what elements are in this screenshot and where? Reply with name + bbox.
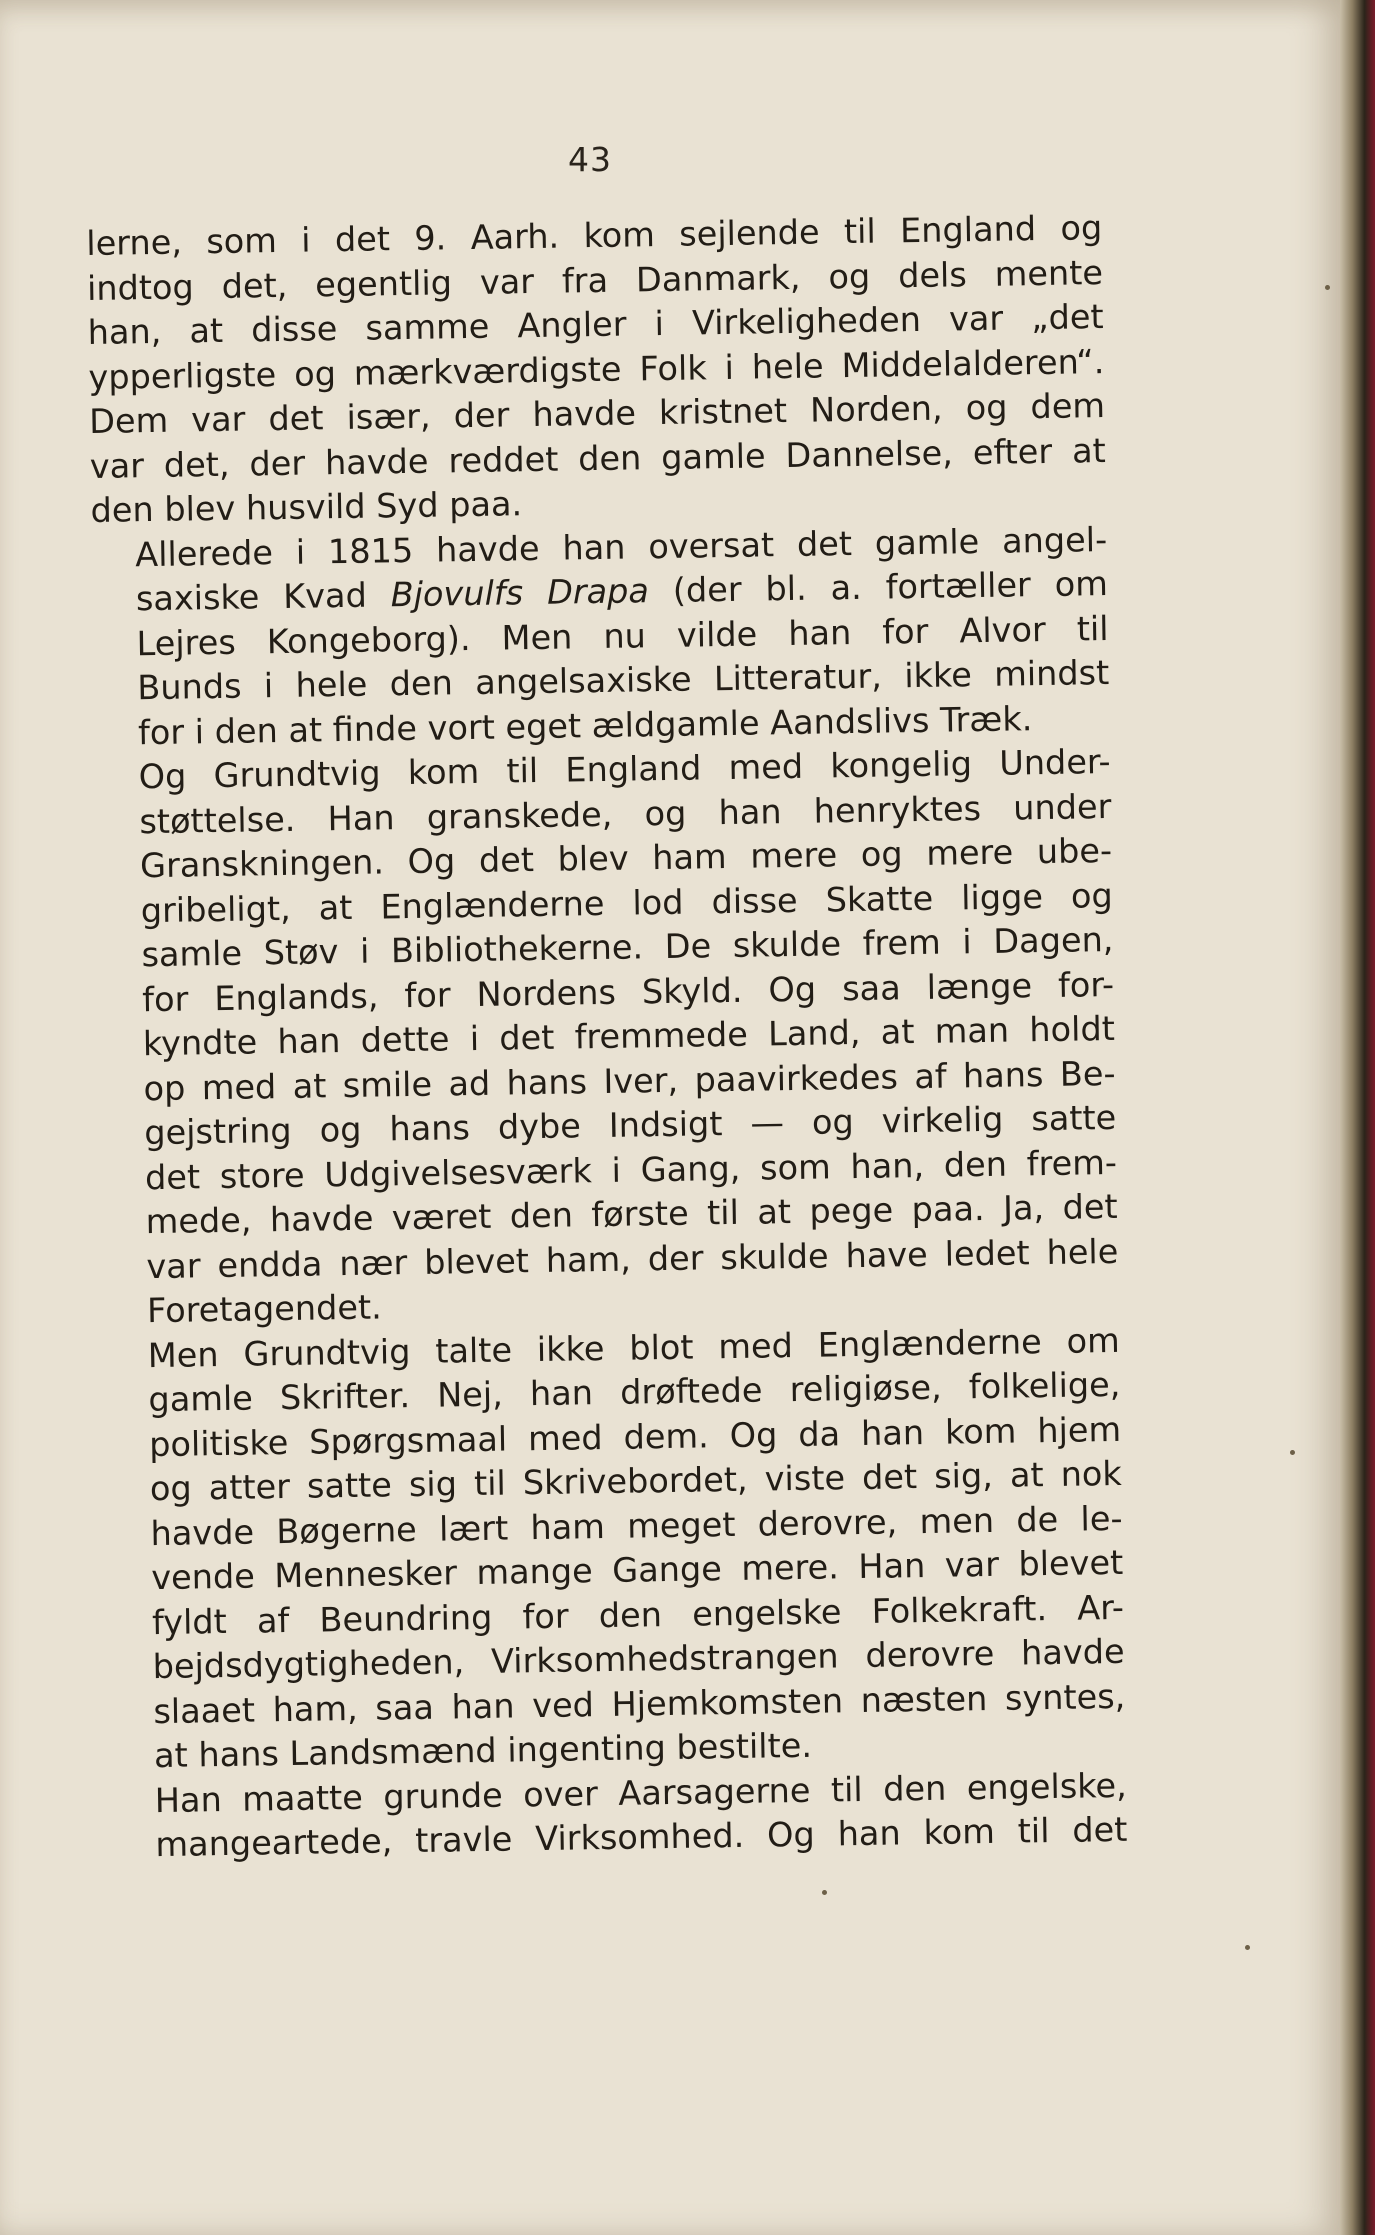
poem-title: Bjovulfs Drapa (390, 571, 650, 615)
paper-speck (1245, 1945, 1250, 1950)
text-line: var det, der havde reddet den gamle Dannelse, efter at (89, 430, 1107, 486)
text-segment: saxiske Kvad (135, 575, 392, 619)
text-line: mede, havde været den første til at pege paa. Ja, det (145, 1186, 1118, 1242)
text-line: for i den at finde vort eget ældgamle Aandslivs Træk. (137, 698, 1033, 752)
paragraph-1 (86, 206, 1107, 533)
text-line: havde Bøgerne lært ham meget derovre, men de le- (150, 1498, 1123, 1553)
text-line: lerne, som i det 9. Aarh. kom sejlende til England og (86, 208, 1103, 263)
text-line: op med at smile ad hans Iver, paavirkedes af hans Be- (143, 1053, 1116, 1108)
paragraph-3 (94, 740, 1119, 1334)
paragraph-5 (110, 1763, 1127, 1868)
paper-speck (1290, 1450, 1295, 1455)
text-line: slaaet ham, saa han ved Hjemkomsten næsten syntes, (153, 1676, 1126, 1731)
text-segment: (der bl. a. fortæller om (648, 563, 1109, 611)
text-line: det store Udgivelsesværk i Gang, som han, den frem- (144, 1142, 1118, 1197)
paper-speck (822, 1890, 827, 1895)
page-number: 43 (568, 140, 612, 179)
text-line: Men Grundtvig talte ikke blot med Englænderne om (147, 1320, 1120, 1375)
text-line: at hans Landsmænd ingenting bestilte. (153, 1725, 813, 1776)
text-line: fyldt af Beundring for den engelske Folkekraft. Ar- (151, 1587, 1125, 1642)
text-line: støttelse. Han granskede, og han henryktes under (139, 786, 1112, 841)
text-line: vende Mennesker mange Gange mere. Han var blevet (150, 1542, 1124, 1598)
body-text (86, 206, 1128, 1868)
text-line: indtog det, egentlig var fra Danmark, og dels mente (86, 252, 1104, 308)
text-line: samle Støv i Bibliothekerne. De skulde frem i Dagen, (141, 919, 1114, 975)
text-line: Bunds i hele den angelsaxiske Litteratur, ikke mindst (137, 652, 1110, 708)
text-line: Foretagendet. (146, 1287, 383, 1331)
text-line: ypperligste og mærkværdigste Folk i hele Middelalderen“. (88, 341, 1105, 397)
text-line: for Englands, for Nordens Skyld. Og saa længe for- (141, 964, 1115, 1019)
text-line: Dem var det især, der havde kristnet Norden, og dem (88, 386, 1106, 441)
text-line: politiske Spørgsmaal med dem. Og da han kom hjem (148, 1409, 1122, 1464)
text-line: gamle Skrifter. Nej, han drøftede religiøse, folkelige, (148, 1364, 1121, 1420)
text-line: Og Grundtvig kom til England med kongelig Under- (138, 741, 1111, 797)
text-line: den blev husvild Syd paa. (90, 484, 523, 530)
text-line: Granskningen. Og det blev ham mere og mere ube- (139, 830, 1113, 886)
text-line: gejstring og hans dybe Indsigt — og virkelig satte (144, 1097, 1117, 1153)
text-line: Lejres Kongeborg). Men nu vilde han for Alvor til (136, 608, 1109, 663)
text-line: Allerede i 1815 havde han oversat det gamle angel- (134, 519, 1108, 574)
text-line: bejdsdygtigheden, Virksomhedstrangen derovre havde (152, 1631, 1125, 1687)
paper-speck (1325, 285, 1330, 290)
text-line: og atter satte sig til Skrivebordet, viste det sig, at nok (149, 1453, 1123, 1509)
text-line: kyndte han dette i det fremmede Land, at man holdt (142, 1008, 1116, 1064)
book-spine-edge (1340, 0, 1375, 2235)
text-line: gribeligt, at Englænderne lod disse Skatte ligge og (140, 875, 1114, 930)
text-line: var endda nær blevet ham, der skulde have ledet hele (146, 1231, 1119, 1286)
text-line: mangeartede, travle Virksomhed. Og han kom til det (155, 1809, 1128, 1865)
paragraph-2 (91, 518, 1110, 756)
text-line: Han maatte grunde over Aarsagerne til den engelske, (154, 1765, 1127, 1820)
text-line: han, at disse samme Angler i Virkeligheden var „det (87, 297, 1104, 352)
paragraph-4 (103, 1318, 1126, 1779)
